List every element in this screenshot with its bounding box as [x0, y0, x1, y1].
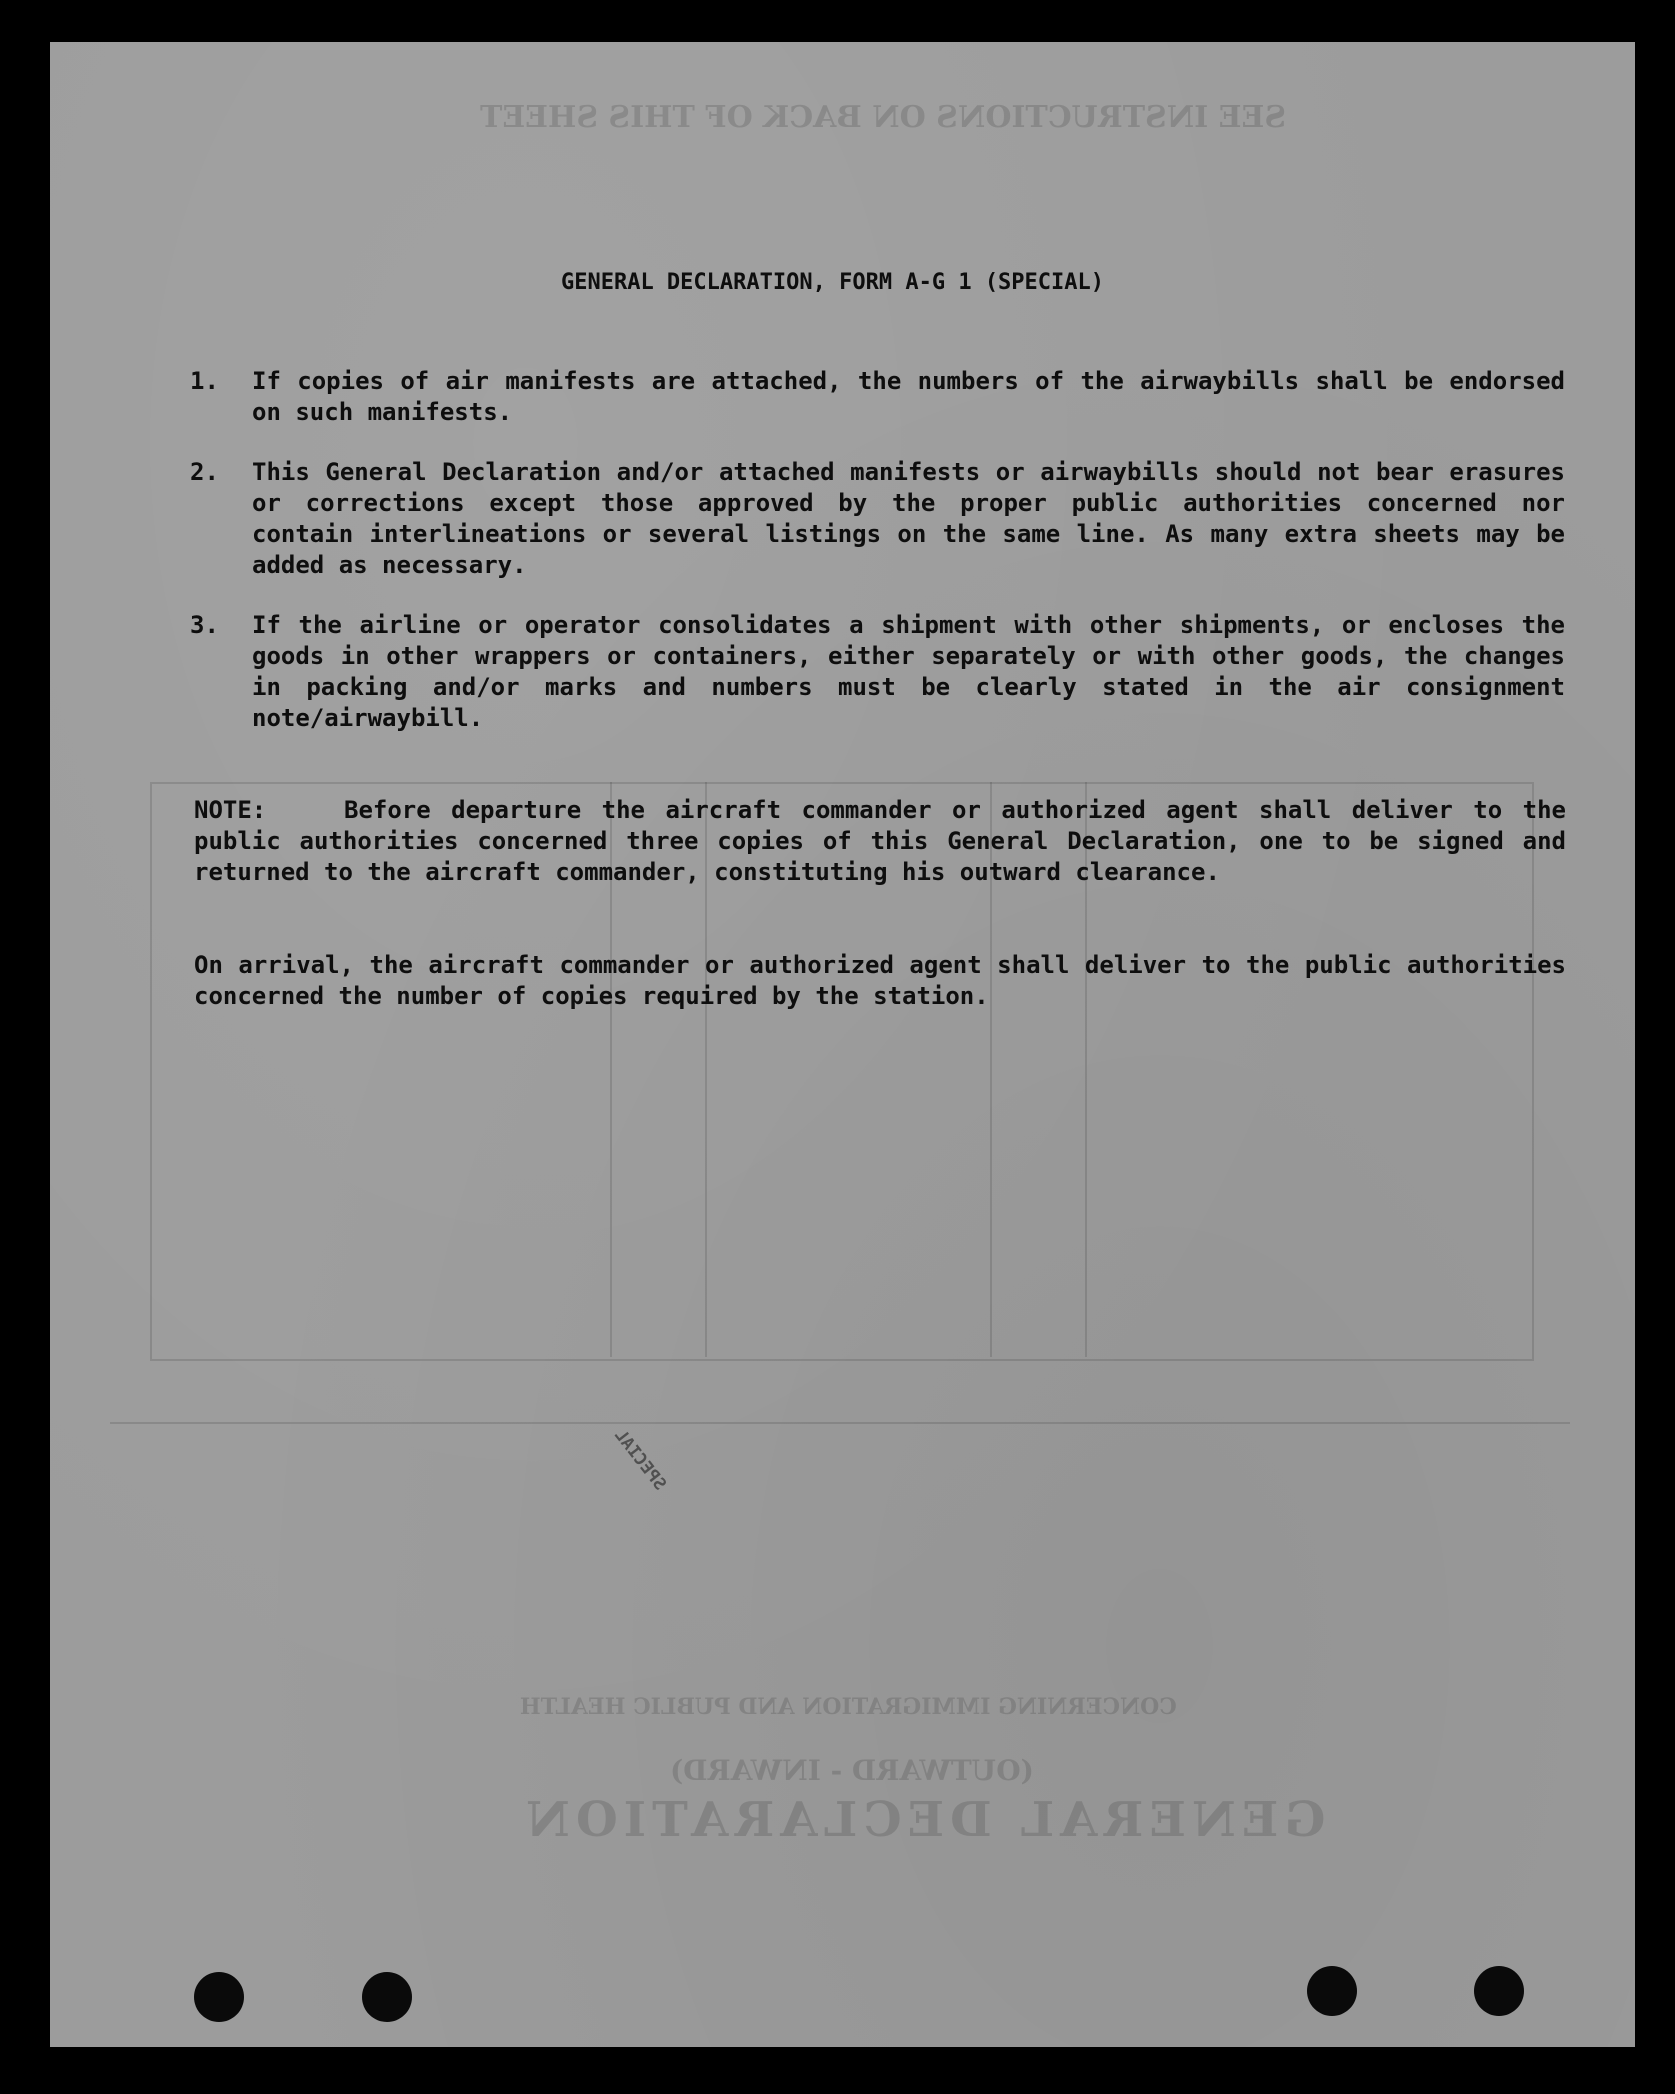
punch-hole [1474, 1966, 1524, 2016]
note-paragraph [194, 795, 1566, 888]
item-number: 2. [190, 458, 219, 486]
instruction-item [190, 457, 1565, 581]
punch-hole [1307, 1966, 1357, 2016]
note-text: Before departure the aircraft commander or authorized agent shall deliver to the public authorities concerned three copies of this General Declaration, one to be signed and returned to the aircraft commander, constituting his outward clearance. [194, 796, 1566, 886]
bleed-through-title: GENERAL DECLARATION [520, 1792, 1326, 1848]
item-text: If copies of air manifests are attached, the numbers of the airwaybills shall be endorsed on such manifests. [252, 367, 1565, 426]
arrival-paragraph: On arrival, the aircraft commander or authorized agent shall deliver to the public authorities concerned the number of copies required by the station. [194, 951, 1566, 1010]
punch-hole [194, 1972, 244, 2022]
item-number: 1. [190, 367, 219, 395]
bleed-through-top: SEE INSTRUCTIONS ON BACK OF THIS SHEET [480, 100, 1287, 135]
document-page [50, 42, 1635, 2047]
punch-hole [362, 1972, 412, 2022]
instruction-item [190, 610, 1565, 734]
note-label: NOTE: [194, 796, 267, 824]
bleed-through-subtitle: (OUTWARD - INWARD) [670, 1754, 1034, 1787]
item-number: 3. [190, 611, 219, 639]
item-text: If the airline or operator consolidates a shipment with other shipments, or encloses the goods in other wrappers or containers, either separately or with other goods, the changes in packing and/or marks and numbers must be clearly stated in the air consignment note/airwaybill. [252, 611, 1565, 732]
instruction-item [190, 366, 1565, 428]
item-text: This General Declaration and/or attached manifests or airwaybills should not bear erasures or corrections except those approved by the proper public authorities concerned nor contain interlineations or several listings on the same line. As many extra sheets may be added as necessary. [252, 458, 1565, 579]
bleed-through-line: CONCERNING IMMIGRATION AND PUBLIC HEALTH [520, 1694, 1177, 1720]
bleed-through-rule [110, 1422, 1570, 1424]
document-title: GENERAL DECLARATION, FORM A-G 1 (SPECIAL) [560, 270, 1105, 295]
faint-stamp: SPECIAL [610, 1425, 670, 1495]
